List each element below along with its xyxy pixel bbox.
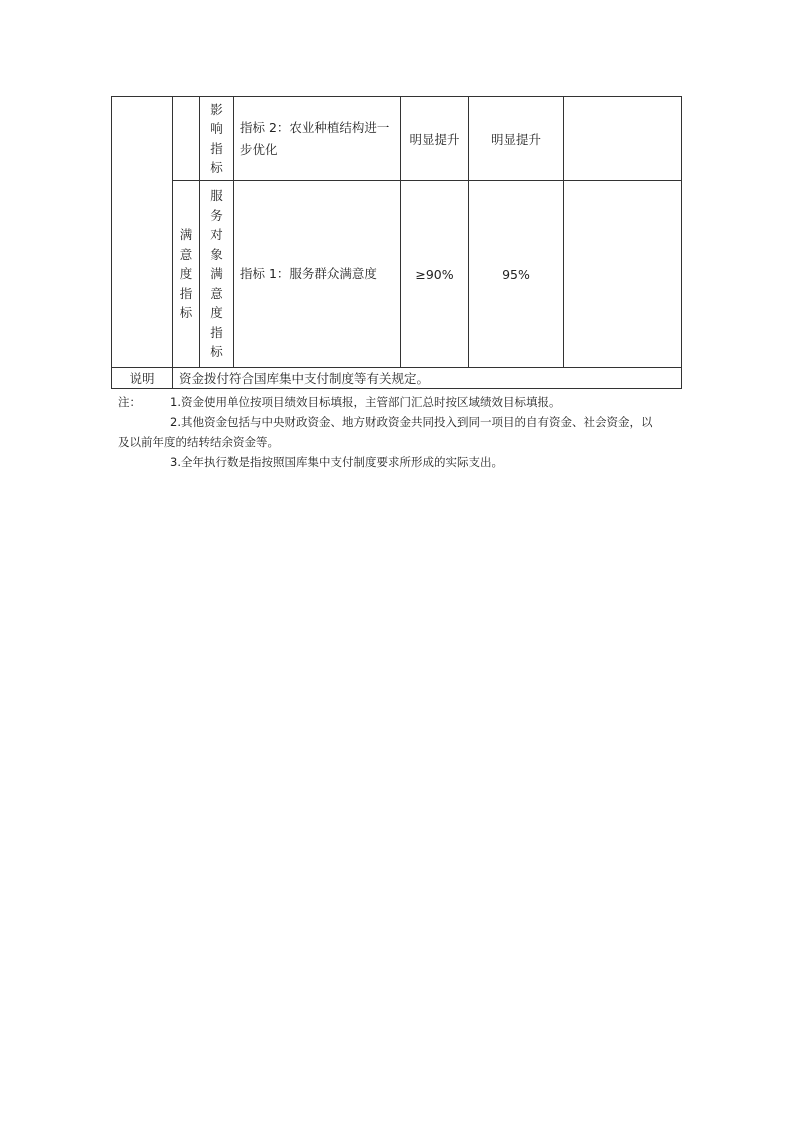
table-row-impact (112, 97, 682, 181)
actual-value-cell: 明显提升 (469, 97, 564, 181)
explain-text: 资金拨付符合国库集中支付制度等有关规定。 (173, 368, 682, 389)
footnote-2: 2.其他资金包括与中央财政资金、地方财政资金共同投入到同一项目的自有资金、社会资金，以 (170, 415, 653, 429)
explain-label: 说明 (112, 368, 173, 389)
level1-cell (112, 97, 173, 368)
remark-cell (564, 97, 682, 181)
indicator-cell: 指标 2：农业种植结构进一步优化 (234, 97, 401, 181)
level3-cell-satisfaction: 服 务 对 象 满 意 度 指 标 (200, 181, 234, 368)
remark-cell (564, 181, 682, 368)
table-row-explain (112, 368, 682, 389)
indicator-cell: 指标 1：服务群众满意度 (234, 181, 401, 368)
table-row-satisfaction (112, 181, 682, 368)
level2-cell-satisfaction: 满 意 度 指 标 (173, 181, 200, 368)
footnote-2-continued: 及以前年度的结转结余资金等。 (118, 435, 279, 449)
target-value-cell: ≥90% (401, 181, 469, 368)
footnotes (118, 392, 688, 472)
level2-cell-impact (173, 97, 200, 181)
footnote-1 (118, 392, 688, 412)
target-value-cell: 明显提升 (401, 97, 469, 181)
performance-table (111, 96, 682, 389)
actual-value-cell: 95% (469, 181, 564, 368)
footnote-3: 3.全年执行数是指按照国库集中支付制度要求所形成的实际支出。 (170, 455, 503, 469)
level3-cell-impact: 影 响 指 标 (200, 97, 234, 181)
footnote-label: 注： (118, 395, 141, 409)
footnote-text: 1.资金使用单位按项目绩效目标填报，主管部门汇总时按区域绩效目标填报。 (170, 395, 561, 409)
